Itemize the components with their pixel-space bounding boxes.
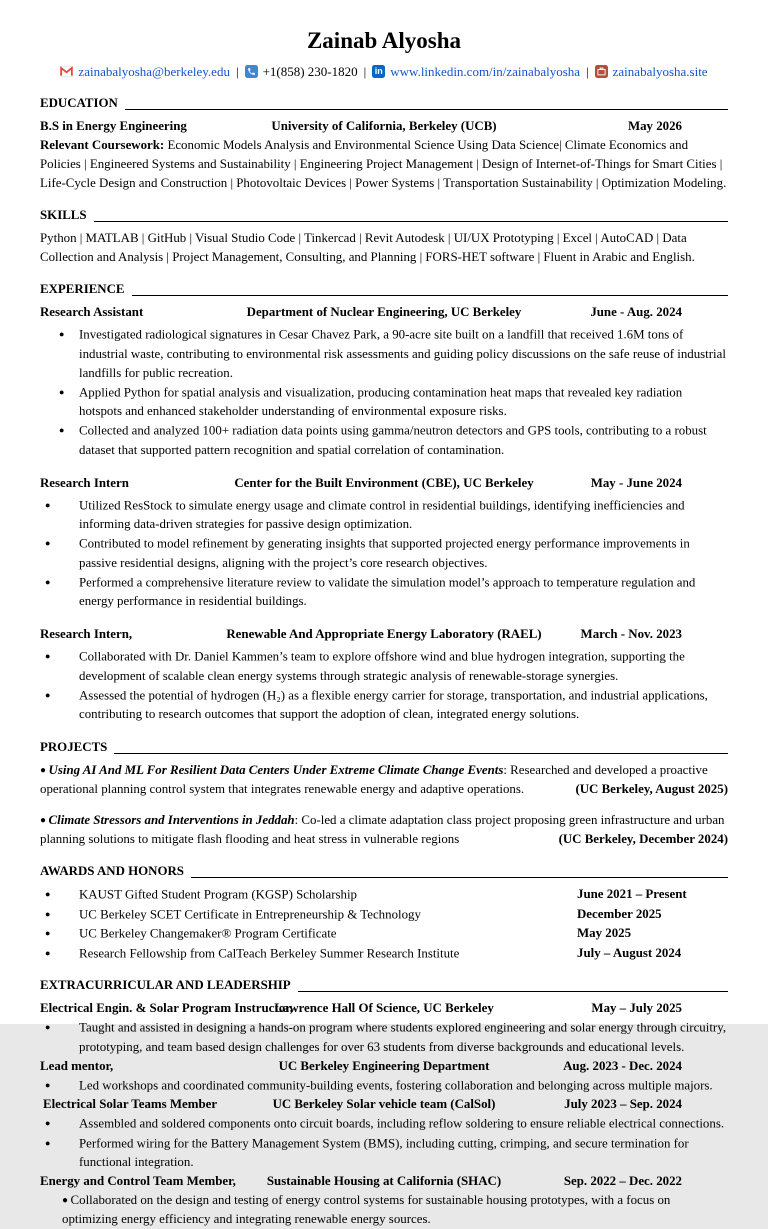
bullet-item: ● Performed wiring for the Battery Management System (BMS), including cutting, crimping, and secure termination for functional integration.: [40, 1134, 728, 1173]
award-row: [40, 944, 728, 964]
role-date: Sep. 2022 – Dec. 2022: [563, 1174, 682, 1188]
bullet-item: ● Contributed to model refinement by generating insights that supported projected energy performance improvements in passive residential designs, aligning with the project’s core research objectives.: [40, 534, 728, 573]
bullet-item: ● Led workshops and coordinated community-building events, fostering collaboration and belonging across multiple majors.: [40, 1076, 728, 1096]
job-title: Research Intern: [40, 475, 129, 490]
award-row: [40, 885, 728, 905]
email-link[interactable]: zainabalyosha@berkeley.edu: [78, 64, 230, 79]
phone-number: +1(858) 230-1820: [262, 64, 358, 79]
role-org: UC Berkeley Solar vehicle team (CalSol): [272, 1097, 496, 1111]
role-title: Electrical Engin. & Solar Program Instructor,: [40, 1001, 293, 1015]
role-date: July 2023 – Sep. 2024: [564, 1097, 682, 1111]
website-link[interactable]: zainabalyosha.site: [612, 64, 708, 79]
coursework-text: Economic Models Analysis and Environmental Science Using Data Science| Climate Economics and Policies | Engineered Systems and Sustainability | Engineering Project Management | Design of Internet-of-Things for Smart Cities | Life-Cycle Design and Construction | Photovoltaic Devices | Power Systems | Transportation Sustainability | Optimization Modeling.: [40, 138, 727, 190]
education-row: [40, 117, 728, 136]
role-title: Energy and Control Team Member,: [40, 1174, 236, 1188]
website-icon: [595, 65, 608, 78]
award-text: ● KAUST Gifted Student Program (KGSP) Scholarship: [40, 885, 577, 905]
job-org: Department of Nuclear Engineering, UC Berkeley: [246, 305, 522, 319]
role-org: Lawrence Hall Of Science, UC Berkeley: [274, 1001, 494, 1015]
project-title: Climate Stressors and Interventions in Jeddah: [48, 813, 295, 827]
section-heading-education: [40, 94, 728, 113]
role-header-row: [40, 1057, 728, 1076]
role-solar-instructor: [40, 999, 728, 1057]
school: University of California, Berkeley (UCB): [271, 119, 497, 133]
section-heading-experience: [40, 280, 728, 299]
role-org: UC Berkeley Engineering Department: [278, 1058, 490, 1073]
job-research-assistant: [40, 303, 728, 460]
role-org: Sustainable Housing at California (SHAC): [266, 1174, 502, 1188]
job-org: Renewable And Appropriate Energy Laboratory (RAEL): [226, 627, 542, 641]
section-heading-projects: [40, 738, 728, 757]
award-date: December 2025: [577, 906, 662, 921]
heading-rule: [114, 753, 728, 754]
project-title: Using AI And ML For Resilient Data Centers Under Extreme Climate Change Events: [48, 763, 504, 777]
contact-separator: |: [363, 64, 367, 79]
section-title: PROJECTS: [40, 740, 108, 754]
role-header-row: [40, 1172, 728, 1191]
award-date: July – August 2024: [577, 945, 682, 960]
role-title: Electrical Solar Teams Member: [43, 1097, 218, 1111]
degree: B.S in Energy Engineering: [40, 119, 187, 133]
project-date: (UC Berkeley, August 2025): [575, 782, 728, 796]
role-header-row: [40, 1095, 728, 1114]
bullet-item: ● Applied Python for spatial analysis and visualization, producing contamination heat maps that revealed key radiation hotspots and enhanced stakeholder understanding of environmental exposure risks.: [40, 383, 728, 422]
gmail-icon: [60, 65, 73, 78]
award-text: ● Research Fellowship from CalTeach Berkeley Summer Research Institute: [40, 944, 577, 964]
project-desc: : Researched and developed a proactive operational planning control system that integrates renewable energy and adaptive operations.: [40, 763, 708, 796]
coursework-label: Relevant Coursework:: [40, 138, 165, 152]
bullet-item: ● Collaborated with Dr. Daniel Kammen’s team to explore offshore wind and blue hydrogen integration, supporting the development of scalable clean energy systems through strategic analysis of renewable-storage synergies.: [40, 647, 728, 686]
job-title: Research Assistant: [40, 305, 144, 319]
role-bullets: [40, 1018, 728, 1057]
role-date: Aug. 2023 - Dec. 2024: [563, 1058, 682, 1073]
job-org: Center for the Built Environment (CBE), UC Berkeley: [234, 475, 534, 490]
project-item: [40, 811, 728, 849]
role-shac-member: [40, 1172, 728, 1229]
award-row: [40, 905, 728, 925]
phone-icon: [245, 65, 258, 78]
section-title: SKILLS: [40, 208, 87, 222]
award-row: [40, 924, 728, 944]
linkedin-link[interactable]: www.linkedin.com/in/zainabalyosha: [390, 64, 581, 79]
contact-separator: |: [586, 64, 589, 79]
award-date: June 2021 – Present: [577, 887, 687, 901]
role-header-row: [40, 999, 728, 1018]
section-heading-awards: [40, 862, 728, 881]
role-calsol-member: [40, 1095, 728, 1172]
role-title: Lead mentor,: [40, 1058, 114, 1073]
section-title: EXTRACURRICULAR AND LEADERSHIP: [40, 978, 291, 992]
bullet-item: ● Investigated radiological signatures in Cesar Chavez Park, a 90-acre site built on a landfill that received 1.6M tons of industrial waste, contributing to environmental risk assessments and guiding policy discussions on the safe reuse of industrial landfills for public recreation.: [40, 325, 728, 383]
page-title: Zainab Alyosha: [306, 28, 462, 53]
section-title: AWARDS AND HONORS: [40, 864, 184, 878]
award-text: ● UC Berkeley Changemaker® Program Certificate: [40, 924, 577, 944]
job-research-intern-rael: [40, 625, 728, 724]
bullet-item: ● Collected and analyzed 100+ radiation data points using gamma/neutron detectors and GPS tools, contributing to a robust dataset that supported pattern recognition and spatial correlation of contamination.: [40, 421, 728, 460]
role-lead-mentor: [40, 1057, 728, 1096]
heading-rule: [132, 295, 728, 296]
project-item: [40, 761, 728, 799]
role-bullets: [40, 1114, 728, 1172]
section-title: EXPERIENCE: [40, 282, 125, 296]
section-heading-leadership: [40, 976, 728, 995]
heading-rule: [298, 991, 728, 992]
project-desc: : Co-led a climate adaptation class project proposing green infrastructure and urban planning solutions to mitigate flash flooding and heat stress in vulnerable regions: [40, 813, 725, 846]
skills-text: Python | MATLAB | GitHub | Visual Studio Code | Tinkercad | Revit Autodesk | UI/UX Prototyping | Excel | AutoCAD | Data Collection and Analysis | Project Management, Consulting, and Planning | FORS-HET software | Fluent in Arabic and English.: [40, 231, 695, 264]
job-title: Research Intern,: [40, 627, 133, 641]
role-bullets: [40, 1076, 728, 1096]
linkedin-icon: in: [372, 65, 385, 78]
heading-rule: [191, 877, 728, 878]
section-title: EDUCATION: [40, 96, 118, 110]
award-date: May 2025: [577, 926, 632, 940]
job-header-row: [40, 303, 728, 322]
job-bullets: [40, 647, 728, 724]
job-header-row: [40, 625, 728, 644]
contact-separator: |: [235, 64, 239, 79]
bullet-item: ● Taught and assisted in designing a hands-on program where students explored engineering and solar energy through circuitry, prototyping, and team based design challenges for over 63 students from diverse backgrounds and educational levels.: [40, 1018, 728, 1057]
bullet-item: ● Assembled and soldered components onto circuit boards, including reflow soldering to ensure reliable electrical connections.: [40, 1114, 728, 1134]
bullet-item: ● Assessed the potential of hydrogen (H₂) as a flexible energy carrier for storage, transportation, and industrial applications, contributing to research outcomes that support the adoption of clean, integrated energy solutions.: [40, 686, 728, 725]
heading-rule: [94, 221, 728, 222]
role-bullet-paragraph: ● Collaborated on the design and testing of energy control systems for sustainable housing prototypes, with a focus on optimizing energy efficiency and integrating renewable energy sources.: [40, 1191, 728, 1229]
job-date: May - June 2024: [590, 475, 682, 490]
job-header-row: [40, 474, 728, 493]
coursework: [40, 136, 728, 193]
job-date: June - Aug. 2024: [590, 305, 682, 319]
bullet-item: ● Utilized ResStock to simulate energy usage and climate control in residential buildings, identifying inefficiencies and informing data-driven strategies for passive design optimization.: [40, 496, 728, 535]
education-date: May 2026: [627, 119, 682, 133]
contact-line: [40, 62, 728, 81]
job-date: March - Nov. 2023: [580, 627, 682, 641]
bullet-item: ● Performed a comprehensive literature review to validate the simulation model’s approach to temperature regulation and energy performance in residential buildings.: [40, 573, 728, 612]
role-date: May – July 2025: [591, 1001, 682, 1015]
job-bullets: [40, 496, 728, 612]
job-bullets: [40, 325, 728, 460]
section-heading-skills: [40, 206, 728, 225]
award-text: ● UC Berkeley SCET Certificate in Entrepreneurship & Technology: [40, 905, 577, 925]
job-research-intern-cbe: [40, 474, 728, 612]
heading-rule: [125, 109, 728, 110]
project-date: (UC Berkeley, December 2024): [558, 832, 728, 846]
